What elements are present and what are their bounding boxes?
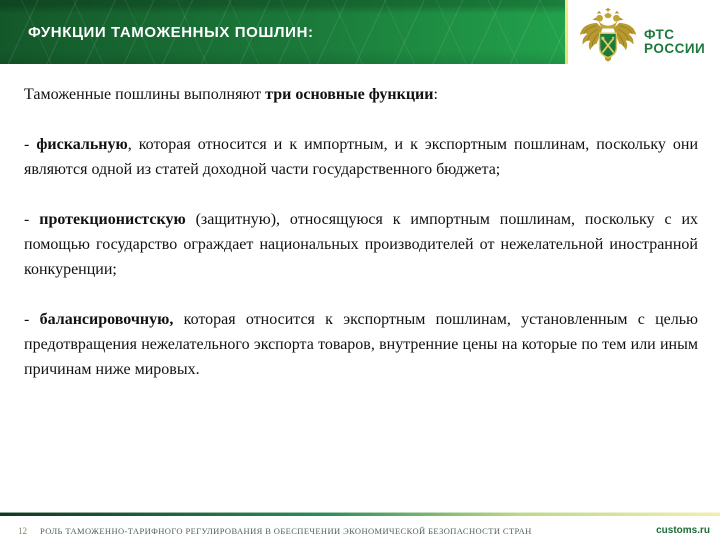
- intro-prefix: Таможенные пошлины выполняют: [24, 86, 266, 103]
- bullet-dash: -: [24, 136, 37, 153]
- logo-org-name: [644, 28, 705, 56]
- bullet-balancing: [24, 307, 698, 382]
- logo-org-line1: ФТС: [644, 27, 675, 42]
- footer-divider: [0, 512, 720, 516]
- logo-zone: [568, 0, 720, 80]
- bullet-dash: -: [24, 311, 40, 328]
- footer: [0, 521, 720, 540]
- bullet-text: (защитную), относящуюся к импортным пошлинам, поскольку с их помощью государство ограждает национальных производителей от нежелательной иностранной конкуренции;: [24, 211, 699, 278]
- bullet-text: , которая относится и к импортным, и к экспортным пошлинам, поскольку они являются одной из статей доходной части государственного бюджета;: [24, 136, 699, 178]
- header-bar: [0, 0, 565, 64]
- logo-org-line2: РОССИИ: [644, 41, 706, 56]
- intro-suffix: :: [433, 86, 438, 103]
- footer-deck-title: РОЛЬ ТАМОЖЕННО-ТАРИФНОГО РЕГУЛИРОВАНИЯ В ОБЕСПЕЧЕНИИ ЭКОНОМИЧЕСКОЙ БЕЗОПАСНОСТИ СТРАН: [40, 525, 532, 536]
- bullet-fiscal: [24, 132, 698, 182]
- intro-paragraph: [24, 82, 698, 107]
- bullet-dash: -: [24, 211, 40, 228]
- bullet-protectionist: [24, 207, 698, 282]
- intro-bold: три основные функции: [265, 86, 434, 103]
- bullet-term: балансировочную,: [39, 311, 174, 328]
- footer-website: customs.ru: [656, 525, 710, 536]
- slide-body: [24, 82, 698, 407]
- page-number: 12: [18, 525, 27, 536]
- fts-eagle-emblem-icon: [578, 6, 638, 71]
- slide-title: ФУНКЦИИ ТАМОЖЕННЫХ ПОШЛИН:: [28, 24, 314, 41]
- bullet-term: фискальную: [36, 136, 128, 153]
- bullet-term: протекционистскую: [39, 211, 186, 228]
- bullet-text: которая относится к экспортным пошлинам, установленным с целью предотвращения нежелательного экспорта товаров, внутренние цены на которые по тем или иным причинам ниже мировых.: [24, 311, 699, 378]
